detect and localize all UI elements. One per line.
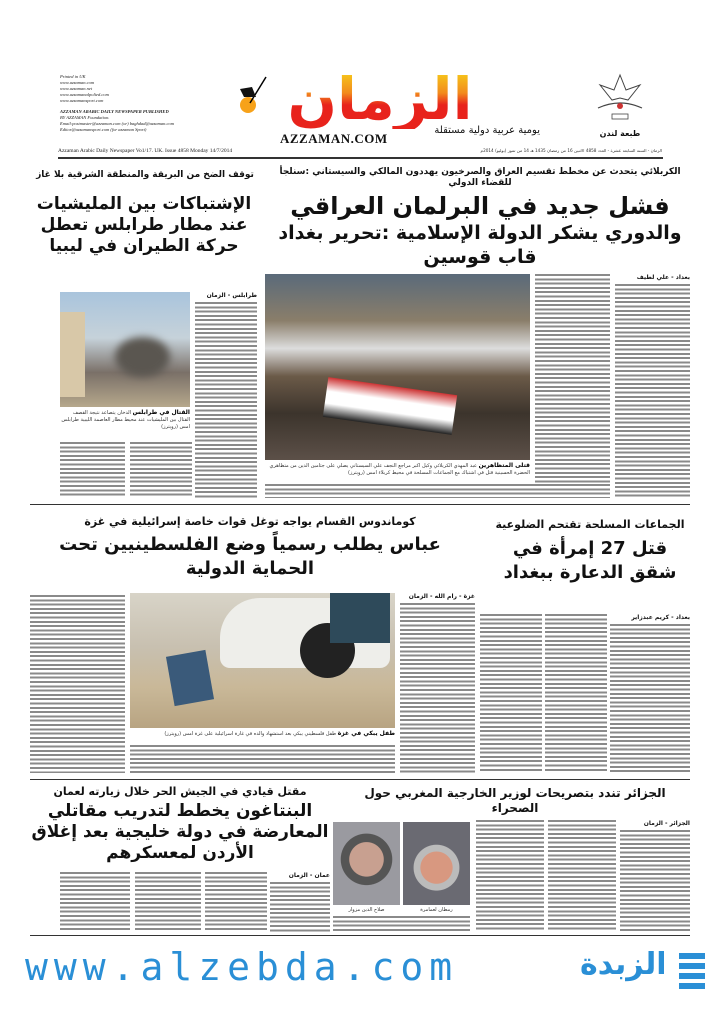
logo-tagline: يومية عربية دولية مستقلة: [434, 125, 540, 136]
women-byline: بغداد - كريم عبدزاير: [631, 614, 690, 621]
women-kicker: الجماعات المسلحة تقتحم الضلوعية: [495, 518, 685, 531]
info-line: www.azzamansport.com: [60, 98, 104, 103]
info-line: www.azzamanalpolied.com: [60, 92, 109, 97]
pentagon-column: [205, 872, 267, 932]
caption-title: القتال في طرابلس: [132, 409, 190, 416]
iraq-headline-1: فشل جديد في البرلمان العراقي: [290, 192, 670, 220]
caption-text: الدخان يتصاعد نتيجة القصف القتال بين المليشيات عند محيط مطار العاصمة الليبية طرابلس امس (رويترز): [61, 410, 190, 430]
gaza-column: [400, 603, 475, 773]
women-headline: قتل 27 إمرأة في شقق الدعارة ببغداد: [503, 538, 677, 583]
iraq-column: [535, 274, 610, 497]
eagle-emblem-icon: [590, 70, 650, 125]
portrait-mezouar: [333, 822, 400, 905]
iraq-byline: بغداد - علي لطيف: [636, 274, 690, 281]
info-line: www.azzaman.com: [60, 80, 95, 85]
publisher-line: AZZAMAN ARABIC DAILY NEWSPAPER PUBLISHED: [60, 109, 169, 114]
caption-text: عبد المهدي الكربلائي وكيل اكبر مراجع النجف علي السيستاني يصلي على جثامين الذين من متظاهري الحضرة الحسينية قتل في اشتباك مع الجماعات المسلحة في محيط كربلاء امس (رويترز): [269, 463, 530, 476]
libya-column: [60, 442, 125, 498]
watermark-logo-text: الزبدة: [580, 947, 667, 982]
women-column: [480, 614, 542, 772]
iraq-photo-caption: [265, 462, 530, 477]
dateline-en: Azzaman Arabic Daily Newspaper Vo1/17. UK. Issue 4858 Monday 14/7/2014: [58, 148, 233, 154]
publisher-line: Email:postmaster@azzaman.com (or) baghdad@azzaman.com: [60, 121, 175, 126]
masthead-rule: [58, 157, 663, 159]
libya-headline: الإشتباكات بين المليشيات عند مطار طرابلس تعطل حركة الطيران في ليبيا: [36, 194, 252, 256]
watermark-url: www.alzebda.com: [25, 945, 459, 989]
caption-title: طفل يبكي في غزة: [337, 730, 395, 737]
iraq-funeral-photo: [265, 274, 530, 460]
publisher-line: Editor@azzamansport.com (for azzaman Sport): [60, 127, 147, 132]
gaza-kicker: كوماندوس القسام يواجه توغل قوات خاصة إسرائيلية في غزة: [84, 515, 416, 528]
pentagon-kicker: مقتل قيادي في الجيش الحر خلال زيارته لعمان: [53, 785, 307, 798]
iraq-column: [615, 284, 690, 497]
pentagon-column: [60, 872, 130, 932]
portrait-caption: صلاح الدين مزوار: [348, 907, 385, 913]
publisher-line: BY AZZAMAN Foundation.: [60, 115, 110, 120]
pentagon-headline: البنتاغون يخطط لتدريب مقاتلي المعارضة في دولة خليجية بعد إغلاق الأردن لمعسكرهم: [31, 801, 329, 863]
pentagon-column: [135, 872, 201, 932]
algeria-column: [333, 916, 470, 932]
dateline-ar: الزمان - السنة السابعة عشرة - العدد 4858 الاثنين 16 من رمضان 1435 هـ 14 من تموز (يوليو) 2014م: [480, 148, 662, 153]
iraq-column: [265, 484, 610, 498]
libya-kicker: توقف الضخ من البريقة والمنطقة الشرقية بلا غاز: [36, 170, 254, 180]
women-column: [545, 614, 607, 772]
caption-title: قتلى المتظاهرين: [478, 462, 530, 469]
gaza-headline: عباس يطلب رسمياً وضع الفلسطينيين تحت الحماية الدولية: [59, 534, 441, 579]
gaza-column: [130, 745, 395, 773]
libya-byline: طرابلس - الزمان: [206, 292, 257, 299]
portrait-lamamra: [403, 822, 470, 905]
iraq-headline-2: والدوري يشكر الدولة الإسلامية :تحرير بغداد قاب قوسين: [278, 222, 682, 268]
gaza-child-photo: [130, 593, 395, 728]
info-line: Printed in UK: [60, 74, 86, 79]
algeria-column: [620, 830, 690, 932]
women-column: [610, 624, 690, 772]
masthead-info: [60, 74, 195, 133]
algeria-byline: الجزائر - الزمان: [643, 820, 690, 827]
gaza-byline: غزة - رام الله - الزمان: [408, 593, 475, 600]
section-divider: [30, 504, 690, 505]
edition-emblem: [585, 70, 655, 150]
iraq-kicker: الكربلائي يتحدث عن مخطط تقسيم العراق والصرخيون يهددون المالكي والسيستاني :سنلجأ للقضاء الدولي: [279, 167, 681, 188]
gaza-column: [30, 595, 125, 773]
logo: [210, 65, 540, 146]
logo-wordmark: الزمان: [250, 69, 510, 129]
gaza-photo-caption: [130, 730, 395, 738]
algeria-column: [476, 820, 544, 932]
algeria-column: [548, 820, 616, 932]
portrait-caption: رمطان لعمامرة: [420, 907, 453, 913]
caption-text: طفل فلسطيني يبكي بعد استشهاد والده في غارة اسرائيلية على غزة امس (رويترز): [164, 731, 337, 737]
logo-site: AZZAMAN.COM: [280, 131, 388, 146]
watermark-logo: [580, 945, 705, 1005]
info-line: www.azzaman.net: [60, 86, 93, 91]
pentagon-column: [270, 882, 330, 932]
libya-column: [195, 302, 257, 498]
libya-photo-caption: [60, 409, 190, 431]
pentagon-byline: عمان - الزمان: [288, 872, 330, 879]
libya-column: [130, 442, 192, 498]
edition-label: طبعة لندن: [599, 129, 641, 138]
algeria-headline: الجزائر تندد بتصريحات لوزير الخارجية المغربي حول الصحراء: [364, 786, 666, 815]
section-divider: [30, 779, 690, 780]
menu-lines-icon: [679, 953, 705, 993]
footer-rule: [30, 935, 690, 936]
libya-smoke-photo: [60, 292, 190, 407]
